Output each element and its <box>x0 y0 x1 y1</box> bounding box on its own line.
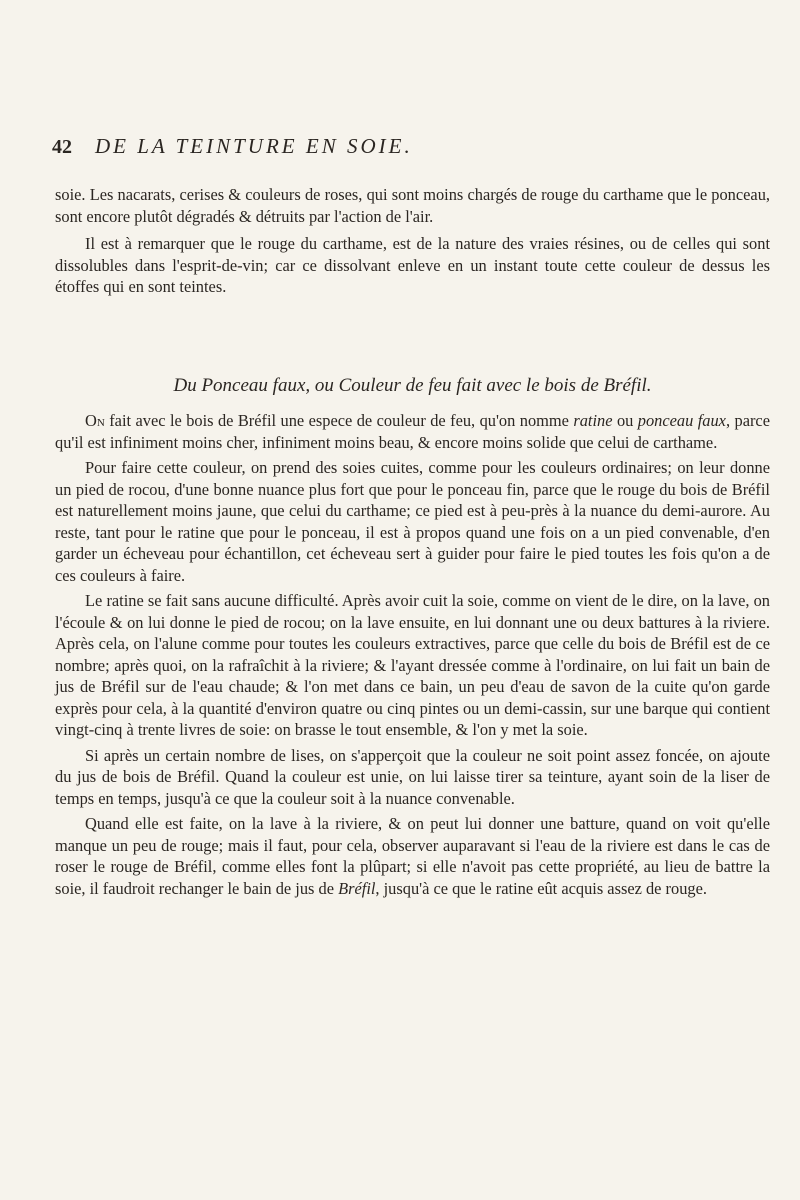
paragraph: soie. Les nacarats, cerises & couleurs de roses, qui sont moins chargés de rouge du carthame que le ponceau, sont encore plutôt dégradés & détruits par l'action de l'air. <box>55 185 770 226</box>
text-run: fait avec le bois de Bréfil une espece de couleur de feu, qu'on nomme <box>104 411 574 430</box>
italic-term: ponceau faux <box>637 411 726 430</box>
paragraph: Il est à remarquer que le rouge du carthame, est de la nature des vraies résines, ou de celles qui sont dissolubles dans l'esprit-de-vin; car ce dissolvant enleve en un instant toute cette couleur de dessus les étoffes qui en sont teintes. <box>55 234 770 296</box>
paragraph <box>55 813 770 899</box>
running-title: DE LA TEINTURE EN SOIE. <box>95 134 413 158</box>
italic-term: Bréfil <box>338 878 376 898</box>
section-text <box>55 410 770 903</box>
paragraph: Si après un certain nombre de lises, on s'apperçoit que la couleur ne soit point assez foncée, on ajoute du jus de bois de Bréfil. Quand la couleur est unie, on lui laisse tirer sa teinture, ayant soin de la liser de temps en temps, jusqu'à ce que la couleur soit à la nuance convenable. <box>55 745 770 808</box>
text-run: , parce qu'il est infiniment moins cher, infiniment moins beau, & encore moins solide que celui de carthame. <box>55 411 770 452</box>
text-run: Quand elle est faite, on la lave à la riviere, & on peut lui donner une batture, quand on voit qu'elle manque un peu de rouge; mais il faut, pour cela, observer auparavant si l'eau de la riviere est dans le cas de roser le rouge de Bréfil, comme elles font la plûpart; si elle n'avoit pas cette propriété, au lieu de battre la soie, il faudroit rechanger le bain de jus de <box>55 814 770 898</box>
italic-term: ratine <box>573 411 613 430</box>
text-run: ou <box>612 411 638 430</box>
page-number: 42 <box>52 136 72 158</box>
intro-text <box>55 184 770 304</box>
paragraph: Le ratine se fait sans aucune difficulté. Après avoir cuit la soie, comme on vient de le dire, on la lave, on l'écoule & on lui donne le pied de rocou; on la lave ensuite, en lui donnant une ou deux battures à la riviere. Après cela, on l'alune comme pour toutes les couleurs extractives, parce que celle du bois de Bréfil est de ce nombre; après quoi, on la rafraîchit à la riviere; & l'ayant dressée comme à l'ordinaire, on lui fait un bain de jus de Bréfil sur de l'eau chaude; & l'on met dans ce bain, un peu d'eau de savon de la cuite qu'on garde exprès pour cela, à la quantité d'environ quatre ou cinq pintes ou un demi-cassin, sur une barque qui contient vingt-cinq à trente livres de soie: on brasse le tout ensemble, & l'on y met la soie. <box>55 591 770 739</box>
page-header <box>52 134 772 164</box>
lead-word: On <box>85 411 105 430</box>
paragraph: Pour faire cette couleur, on prend des soies cuites, comme pour les couleurs ordinaires; on leur donne un pied de rocou, d'une bonne nuance plus fort que pour le ponceau fin, parce que le rouge du bois de Bréfil est naturellement moins jaune, que celui du carthame; ce pied est à peu-près à la nuance du demi-aurore. Au reste, tant pour le ratine que pour le ponceau, il est à propos quand une fois on a un pied convenable, d'en garder un écheveau pour échantillon, cet écheveau sert à guider pour faire le pied toutes les fois qu'on a de ces couleurs à faire. <box>55 458 770 585</box>
paragraph <box>55 410 770 453</box>
section-title: Du Ponceau faux, ou Couleur de feu fait avec le bois de Bréfil. <box>173 375 652 396</box>
text-run: , jusqu'à ce que le ratine eût acquis assez de rouge. <box>375 878 707 898</box>
